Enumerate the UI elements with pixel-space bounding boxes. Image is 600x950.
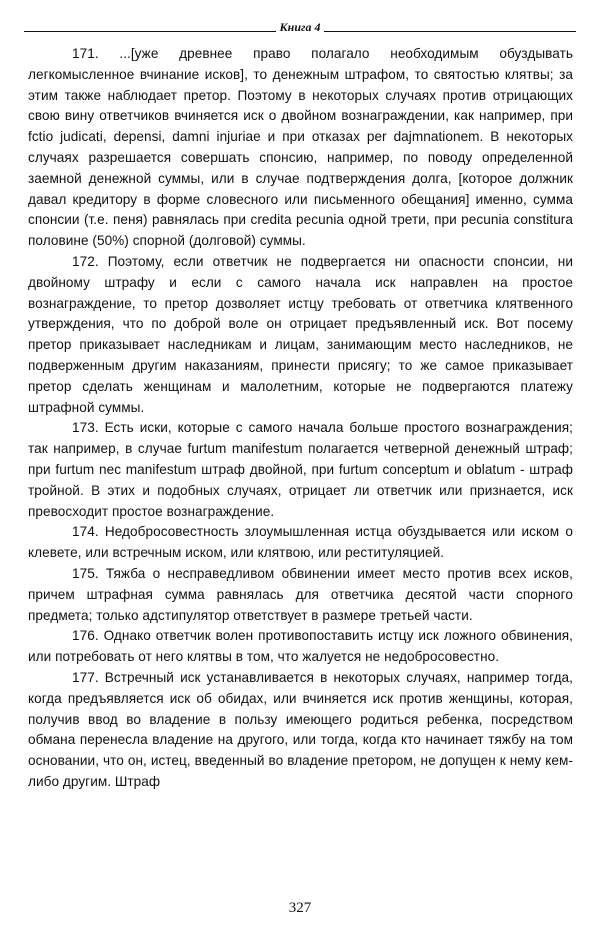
- book-title: Книга 4: [276, 20, 325, 34]
- paragraph-173: 173. Есть иски, которые с самого начала больше простого вознаграждения; так например, в случае furtum manifestum полагается четверной денежный штраф; при furtum nec manifestum штраф двойной, при furtum conceptum и oblatum - штраф тройной. В этих и подобных случаях, отрицает ли ответчик или признается, иск превосходит простое вознаграждение.: [28, 420, 573, 519]
- running-header: [24, 14, 576, 32]
- paragraph-172: 172. Поэтому, если ответчик не подвергается ни опасности спонсии, ни двойному штрафу и если с самого начала иск направлен на простое вознаграждение, то претор дозволяет истцу требовать от ответчика клятвенного утверждения, что по доброй воле он отрицает предъявленный иск. Вот посему претор приказывает наследникам и лицам, занимающим место наследников, не подверженным другим наказаниям, принести присягу; то же самое приказывает претор сделать женщинам и малолетним, которые не подвергаются платежу штрафной суммы.: [28, 253, 573, 415]
- paragraph-175: 175. Тяжба о несправедливом обвинении имеет место против всех исков, причем штрафная сумма равнялась для ответчика десятой части спорного предмета; только адстипулятор ответствует в размере третьей части.: [28, 565, 573, 623]
- paragraph-177: 177. Встречный иск устанавливается в некоторых случаях, например тогда, когда предъявляется иск об обидах, или вчиняется иск против женщины, которая, получив ввод во владение в пользу имеющего родиться ребенка, посредством обмана перенесла владение на другого, или тогда, когда кто начинает тяжбу на том основании, что он, истец, введенный во владение претором, не допущен к нему кем-либо другим. Штраф: [28, 669, 573, 789]
- body-text: [28, 44, 573, 793]
- page-number: 327: [288, 900, 312, 916]
- paragraph-176: 176. Однако ответчик волен противопоставить истцу иск ложного обвинения, или потребовать от него клятвы в том, что жалуется не недобросовестно.: [28, 628, 573, 665]
- paragraph-171: 171. ...[уже древнее право полагало необходимым обуздывать легкомысленное вчинание исков], то денежным штрафом, то святостью клятвы; за этим также наблюдает претор. Поэтому в некоторых случаях против отрицающих свою вину ответчиков вчиняется иск о двойном вознаграждении, как например, при fctio judicati, depensi, damni injuriae и при отказах per dajmnationem. В некоторых случаях разрешается совершать спонсию, например, по поводу определенной заемной денежной суммы, или в случае подтверждения долга, [которое должник давал кредитору в форме словесного или письменного обещания] именно, сумма спонсии (т.е. пеня) равнялась при credita pecunia одной трети, при pecunia constitura половине (50%) спорной (долговой) суммы.: [28, 46, 573, 249]
- paragraph-174: 174. Недобросовестность злоумышленная истца обуздывается или иском о клевете, или встречным иском, или клятвою, или реституляцией.: [28, 524, 573, 561]
